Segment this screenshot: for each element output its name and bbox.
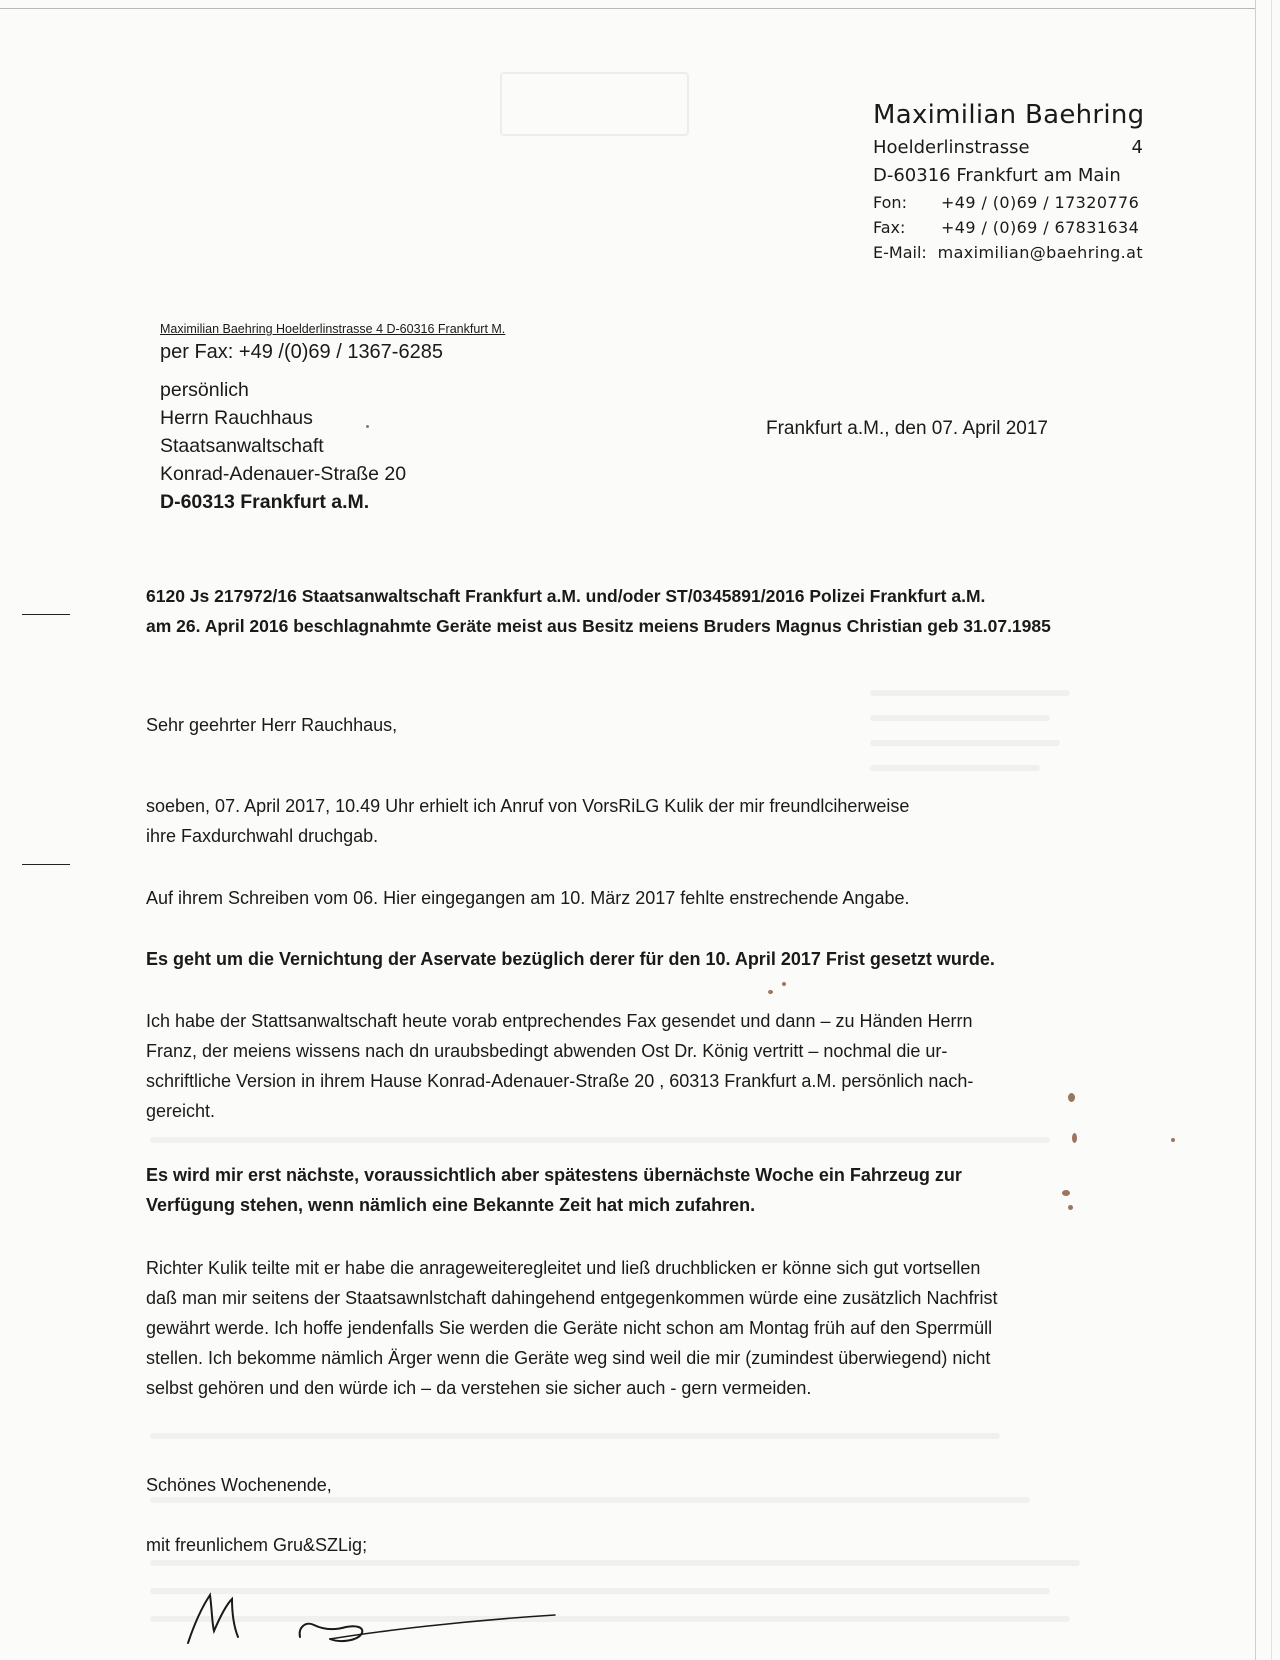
recipient-address xyxy=(160,376,406,516)
paragraph-4 xyxy=(146,1006,1106,1126)
sender-name: Maximilian Baehring xyxy=(873,100,1145,130)
scan-edge-right xyxy=(1255,0,1256,1660)
salutation-text: Sehr geehrter Herr Rauchhaus, xyxy=(146,715,398,735)
sender-fax: +49 / (0)69 / 67831634 xyxy=(941,218,1140,237)
stain-mark xyxy=(366,425,369,428)
sender-fax-label: Fax: xyxy=(873,218,906,237)
sender-phone-label: Fon: xyxy=(873,193,907,212)
stain-mark xyxy=(1068,1093,1075,1102)
show-through-text xyxy=(150,1433,1000,1439)
sender-city-line xyxy=(873,162,1143,190)
sender-phone-line xyxy=(873,190,1143,215)
letter-date: Frankfurt a.M., den 07. April 2017 xyxy=(766,418,1048,439)
recipient-line: Herrn Rauchhaus xyxy=(160,407,313,429)
sender-email-line xyxy=(873,240,1143,265)
return-address-line: Maximilian Baehring Hoelderlinstrasse 4 D-60316 Frankfurt M. xyxy=(160,322,506,336)
stain-mark xyxy=(1072,1133,1077,1143)
sender-house-number: 4 xyxy=(1131,137,1143,158)
paragraph-line: Es geht um die Vernichtung der Aservate bezüglich derer für den 10. April 2017 Frist gesetzt wurde. xyxy=(146,949,995,969)
show-through-text xyxy=(870,740,1060,746)
stain-mark xyxy=(768,990,773,994)
fold-mark xyxy=(22,614,70,615)
handwritten-signature xyxy=(180,1565,580,1660)
paragraph-line: gewährt werde. Ich hoffe jendenfalls Sie werden die Geräte nicht schon am Montag früh auf den Sperrmüll xyxy=(146,1318,993,1338)
scan-edge-top xyxy=(0,8,1255,9)
closing xyxy=(146,1470,1106,1500)
recipient-line: persönlich xyxy=(160,379,249,401)
regards xyxy=(146,1530,1106,1560)
paragraph-line: Auf ihrem Schreiben vom 06. Hier eingegangen am 10. März 2017 fehlte enstrechende Angabe. xyxy=(146,888,910,908)
paragraph-line: gereicht. xyxy=(146,1101,216,1121)
sender-phone: +49 / (0)69 / 17320776 xyxy=(941,193,1140,212)
subject-line: 6120 Js 217972/16 Staatsanwaltschaft Frankfurt a.M. und/oder ST/0345891/2016 Polizei Frankfurt a.M. xyxy=(146,586,986,606)
salutation xyxy=(146,710,1106,740)
show-through-text xyxy=(150,1137,1050,1143)
paragraph-1 xyxy=(146,791,1106,851)
scan-edge-right-outer xyxy=(1271,0,1272,1660)
closing-text: Schönes Wochenende, xyxy=(146,1475,332,1495)
subject-line: am 26. April 2016 beschlagnahmte Geräte meist aus Besitz meiens Bruders Magnus Christian geb 31.07.1985 xyxy=(146,616,1051,636)
sender-city: D-60316 Frankfurt am Main xyxy=(873,165,1121,186)
paragraph-line: Richter Kulik teilte mit er habe die anrageweiteregleitet und ließ druchblicken er könne sich gut vortsellen xyxy=(146,1258,981,1278)
paragraph-line: Franz, der meiens wissens nach dn urаubsbedingt abwenden Ost Dr. König vertritt – nochmal die ur- xyxy=(146,1041,948,1061)
regards-text: mit freunlichem Gru&SZLig; xyxy=(146,1535,368,1555)
show-through-text xyxy=(870,765,1040,771)
paragraph-line: stellen. Ich bekomme nämlich Ärger wenn die Geräte weg sind weil die mir (zumindest überwiegend) nicht xyxy=(146,1348,991,1368)
paragraph-line: Es wird mir erst nächste, voraussichtlich aber spätestens übernächste Woche ein Fahrzeug zur xyxy=(146,1165,962,1185)
sender-fax-line xyxy=(873,215,1143,240)
paragraph-2 xyxy=(146,883,1106,913)
stain-mark xyxy=(1171,1138,1175,1142)
recipient-fax-line: per Fax: +49 /(0)69 / 1367-6285 xyxy=(160,341,443,363)
sender-street: Hoelderlinstrasse xyxy=(873,137,1030,158)
letter-subject xyxy=(146,581,1051,641)
recipient-line: Konrad-Adenauer-Straße 20 xyxy=(160,463,407,485)
sender-email: maximilian@baehring.at xyxy=(937,243,1143,262)
show-through-text xyxy=(870,690,1070,696)
fold-mark xyxy=(22,864,70,865)
paragraph-5 xyxy=(146,1160,1106,1220)
paragraph-line: daß man mir seitens der Staatsawnlstchaft dahingehend entgegenkommen würde eine zusätzlich Nachfrist xyxy=(146,1288,998,1308)
stain-mark xyxy=(1068,1205,1073,1210)
paragraph-line: Verfügung stehen, wenn nämlich eine Bekannte Zeit hat mich zufahren. xyxy=(146,1195,756,1215)
sender-email-label: E-Mail: xyxy=(873,243,927,262)
recipient-city: D-60313 Frankfurt a.M. xyxy=(160,491,370,513)
paragraph-line: Ich habe der Stattsanwaltschaft heute vorab entprechendes Fax gesendet und dann – zu Händen Herrn xyxy=(146,1011,973,1031)
paragraph-line: ihre Faxdurchwahl druchgab. xyxy=(146,826,379,846)
stain-mark xyxy=(1062,1190,1070,1196)
show-through-stamp xyxy=(500,72,689,136)
stain-mark xyxy=(782,982,786,986)
recipient-line: Staatsanwaltschaft xyxy=(160,435,324,457)
paragraph-3 xyxy=(146,944,1106,974)
paragraph-6 xyxy=(146,1253,1106,1403)
paragraph-line: soeben, 07. April 2017, 10.49 Uhr erhielt ich Anruf von VorsRiLG Kulik der mir freundlciherweise xyxy=(146,796,910,816)
paragraph-line: selbst gehören und den würde ich – da verstehen sie sicher auch - gern vermeiden. xyxy=(146,1378,812,1398)
paragraph-line: schriftliche Version in ihrem Hause Konrad-Adenauer-Straße 20 , 60313 Frankfurt a.M. persönlich nach- xyxy=(146,1071,974,1091)
sender-street-line xyxy=(873,134,1143,162)
sender-letterhead xyxy=(873,100,1143,265)
